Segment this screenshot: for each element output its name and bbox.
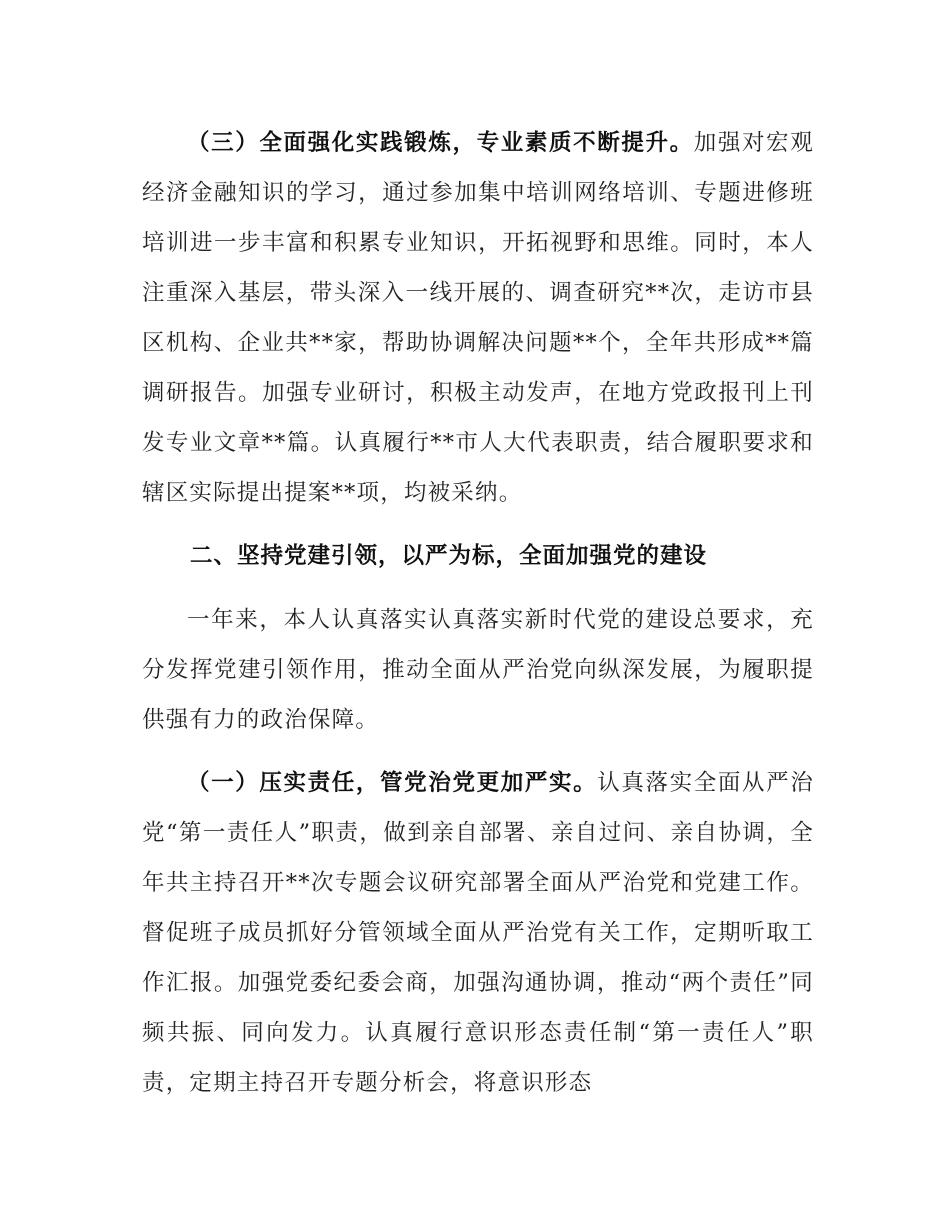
part-2-heading: 二、坚持党建引领，以严为标，全面加强党的建设 [190, 543, 708, 569]
part-2-intro-paragraph: 一年来，本人认真落实认真落实新时代党的建设总要求，充分发挥党建引领作用，推动全面从严治党向纵深发展，为履职提供强有力的政治保障。 [142, 607, 814, 733]
part-2-section-1-body: 认真落实全面从严治党“第一责任人”职责，做到亲自部署、亲自过问、亲自协调，全年共主持召开**次专题会议研究部署全面从严治党和党建工作。督促班子成员抓好分管领域全面从严治党有关工作，定期听取工作汇报。加强党委纪委会商，加强沟通协调，推动“两个责任”同频共振、同向发力。认真履行意识形态责任制“第一责任人”职责，定期主持召开专题分析会，将意识形态 [142, 770, 814, 1096]
section-3-paragraph [142, 118, 814, 518]
part-2-section-1-paragraph [142, 758, 814, 1108]
section-3-body: 加强对宏观经济金融知识的学习，通过参加集中培训网络培训、专题进修班培训进一步丰富和积累专业知识，开拓视野和思维。同时，本人注重深入基层，带头深入一线开展的、调查研究**次，走访市县区机构、企业共**家，帮助协调解决问题**个，全年共形成**篇调研报告。加强专业研讨，积极主动发声，在地方党政报刊上刊发专业文章**篇。认真履行**市人大代表职责，结合履职要求和辖区实际提出提案**项，均被采纳。 [142, 130, 814, 506]
part-2-section-1-lead: （一）压实责任，管党治党更加严实。 [187, 770, 598, 796]
section-3-lead: （三）全面强化实践锻炼，专业素质不断提升。 [187, 130, 694, 156]
